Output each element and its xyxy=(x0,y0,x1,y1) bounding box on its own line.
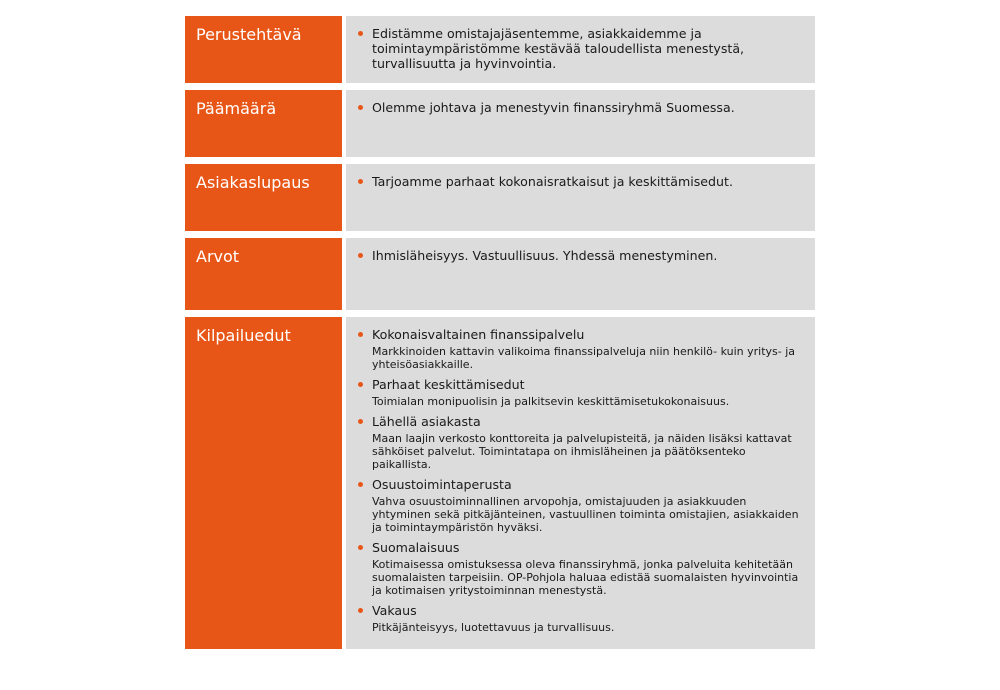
bullet-icon xyxy=(358,253,363,258)
row-label: Päämäärä xyxy=(185,90,342,157)
row-kilpailuedut xyxy=(185,317,815,649)
list-item xyxy=(356,603,799,634)
bullet-icon xyxy=(358,31,363,36)
item-description: Pitkäjänteisyys, luotettavuus ja turvallisuus. xyxy=(372,621,615,634)
row-arvot xyxy=(185,238,815,310)
list-item xyxy=(356,26,799,71)
row-text: Tarjoamme parhaat kokonaisratkaisut ja keskittämisedut. xyxy=(372,174,733,189)
list-item xyxy=(356,477,799,534)
bullet-icon xyxy=(358,608,363,613)
list-item xyxy=(356,100,799,115)
strategy-table xyxy=(185,16,815,656)
row-content xyxy=(346,317,815,649)
row-label: Arvot xyxy=(185,238,342,310)
row-content xyxy=(346,164,815,231)
item-title: Parhaat keskittämisedut xyxy=(372,377,525,392)
row-paamaara xyxy=(185,90,815,157)
row-label: Kilpailuedut xyxy=(185,317,342,649)
item-description: Vahva osuustoiminnallinen arvopohja, omistajuuden ja asiakkuuden yhtyminen sekä pitkäjänteinen, vastuullinen toiminta omistajien, asiakkaiden ja toimintaympäristön hyväksi. xyxy=(372,495,799,534)
bullet-icon xyxy=(358,382,363,387)
bullet-icon xyxy=(358,179,363,184)
row-content xyxy=(346,16,815,83)
bullet-icon xyxy=(358,419,363,424)
bullet-icon xyxy=(358,545,363,550)
row-content xyxy=(346,238,815,310)
list-item xyxy=(356,248,799,263)
item-description: Maan laajin verkosto konttoreita ja palvelupisteitä, ja näiden lisäksi kattavat sähköiset palvelut. Toimintatapa on ihmisläheinen ja päätöksenteko paikallista. xyxy=(372,432,792,471)
item-description: Toimialan monipuolisin ja palkitsevin keskittämisetukokonaisuus. xyxy=(372,395,730,408)
row-text: Ihmisläheisyys. Vastuullisuus. Yhdessä menestyminen. xyxy=(372,248,718,263)
list-item xyxy=(356,377,799,408)
row-perustehtava xyxy=(185,16,815,83)
row-text: Edistämme omistajajäsentemme, asiakkaidemme ja toimintaympäristömme kestävää taloudellista menestystä, turvallisuutta ja hyvinvointia. xyxy=(372,26,745,71)
item-title: Lähellä asiakasta xyxy=(372,414,481,429)
item-description: Kotimaisessa omistuksessa oleva finanssiryhmä, jonka palveluita kehitetään suomalaisten tarpeisiin. OP-Pohjola haluaa edistää suomalaisten hyvinvointia ja kotimaisen yritystoiminnan menestystä. xyxy=(372,558,799,597)
list-item xyxy=(356,540,799,597)
list-item xyxy=(356,174,799,189)
row-text: Olemme johtava ja menestyvin finanssiryhmä Suomessa. xyxy=(372,100,735,115)
list-item xyxy=(356,414,799,471)
item-title: Kokonaisvaltainen finanssipalvelu xyxy=(372,327,585,342)
item-title: Osuustoimintaperusta xyxy=(372,477,512,492)
row-asiakaslupaus xyxy=(185,164,815,231)
bullet-icon xyxy=(358,105,363,110)
row-content xyxy=(346,90,815,157)
row-label: Perustehtävä xyxy=(185,16,342,83)
row-label: Asiakaslupaus xyxy=(185,164,342,231)
bullet-icon xyxy=(358,482,363,487)
item-title: Vakaus xyxy=(372,603,417,618)
bullet-icon xyxy=(358,332,363,337)
item-title: Suomalaisuus xyxy=(372,540,460,555)
item-description: Markkinoiden kattavin valikoima finanssipalveluja niin henkilö- kuin yritys- ja yhteisöasiakkaille. xyxy=(372,345,796,371)
list-item xyxy=(356,327,799,371)
